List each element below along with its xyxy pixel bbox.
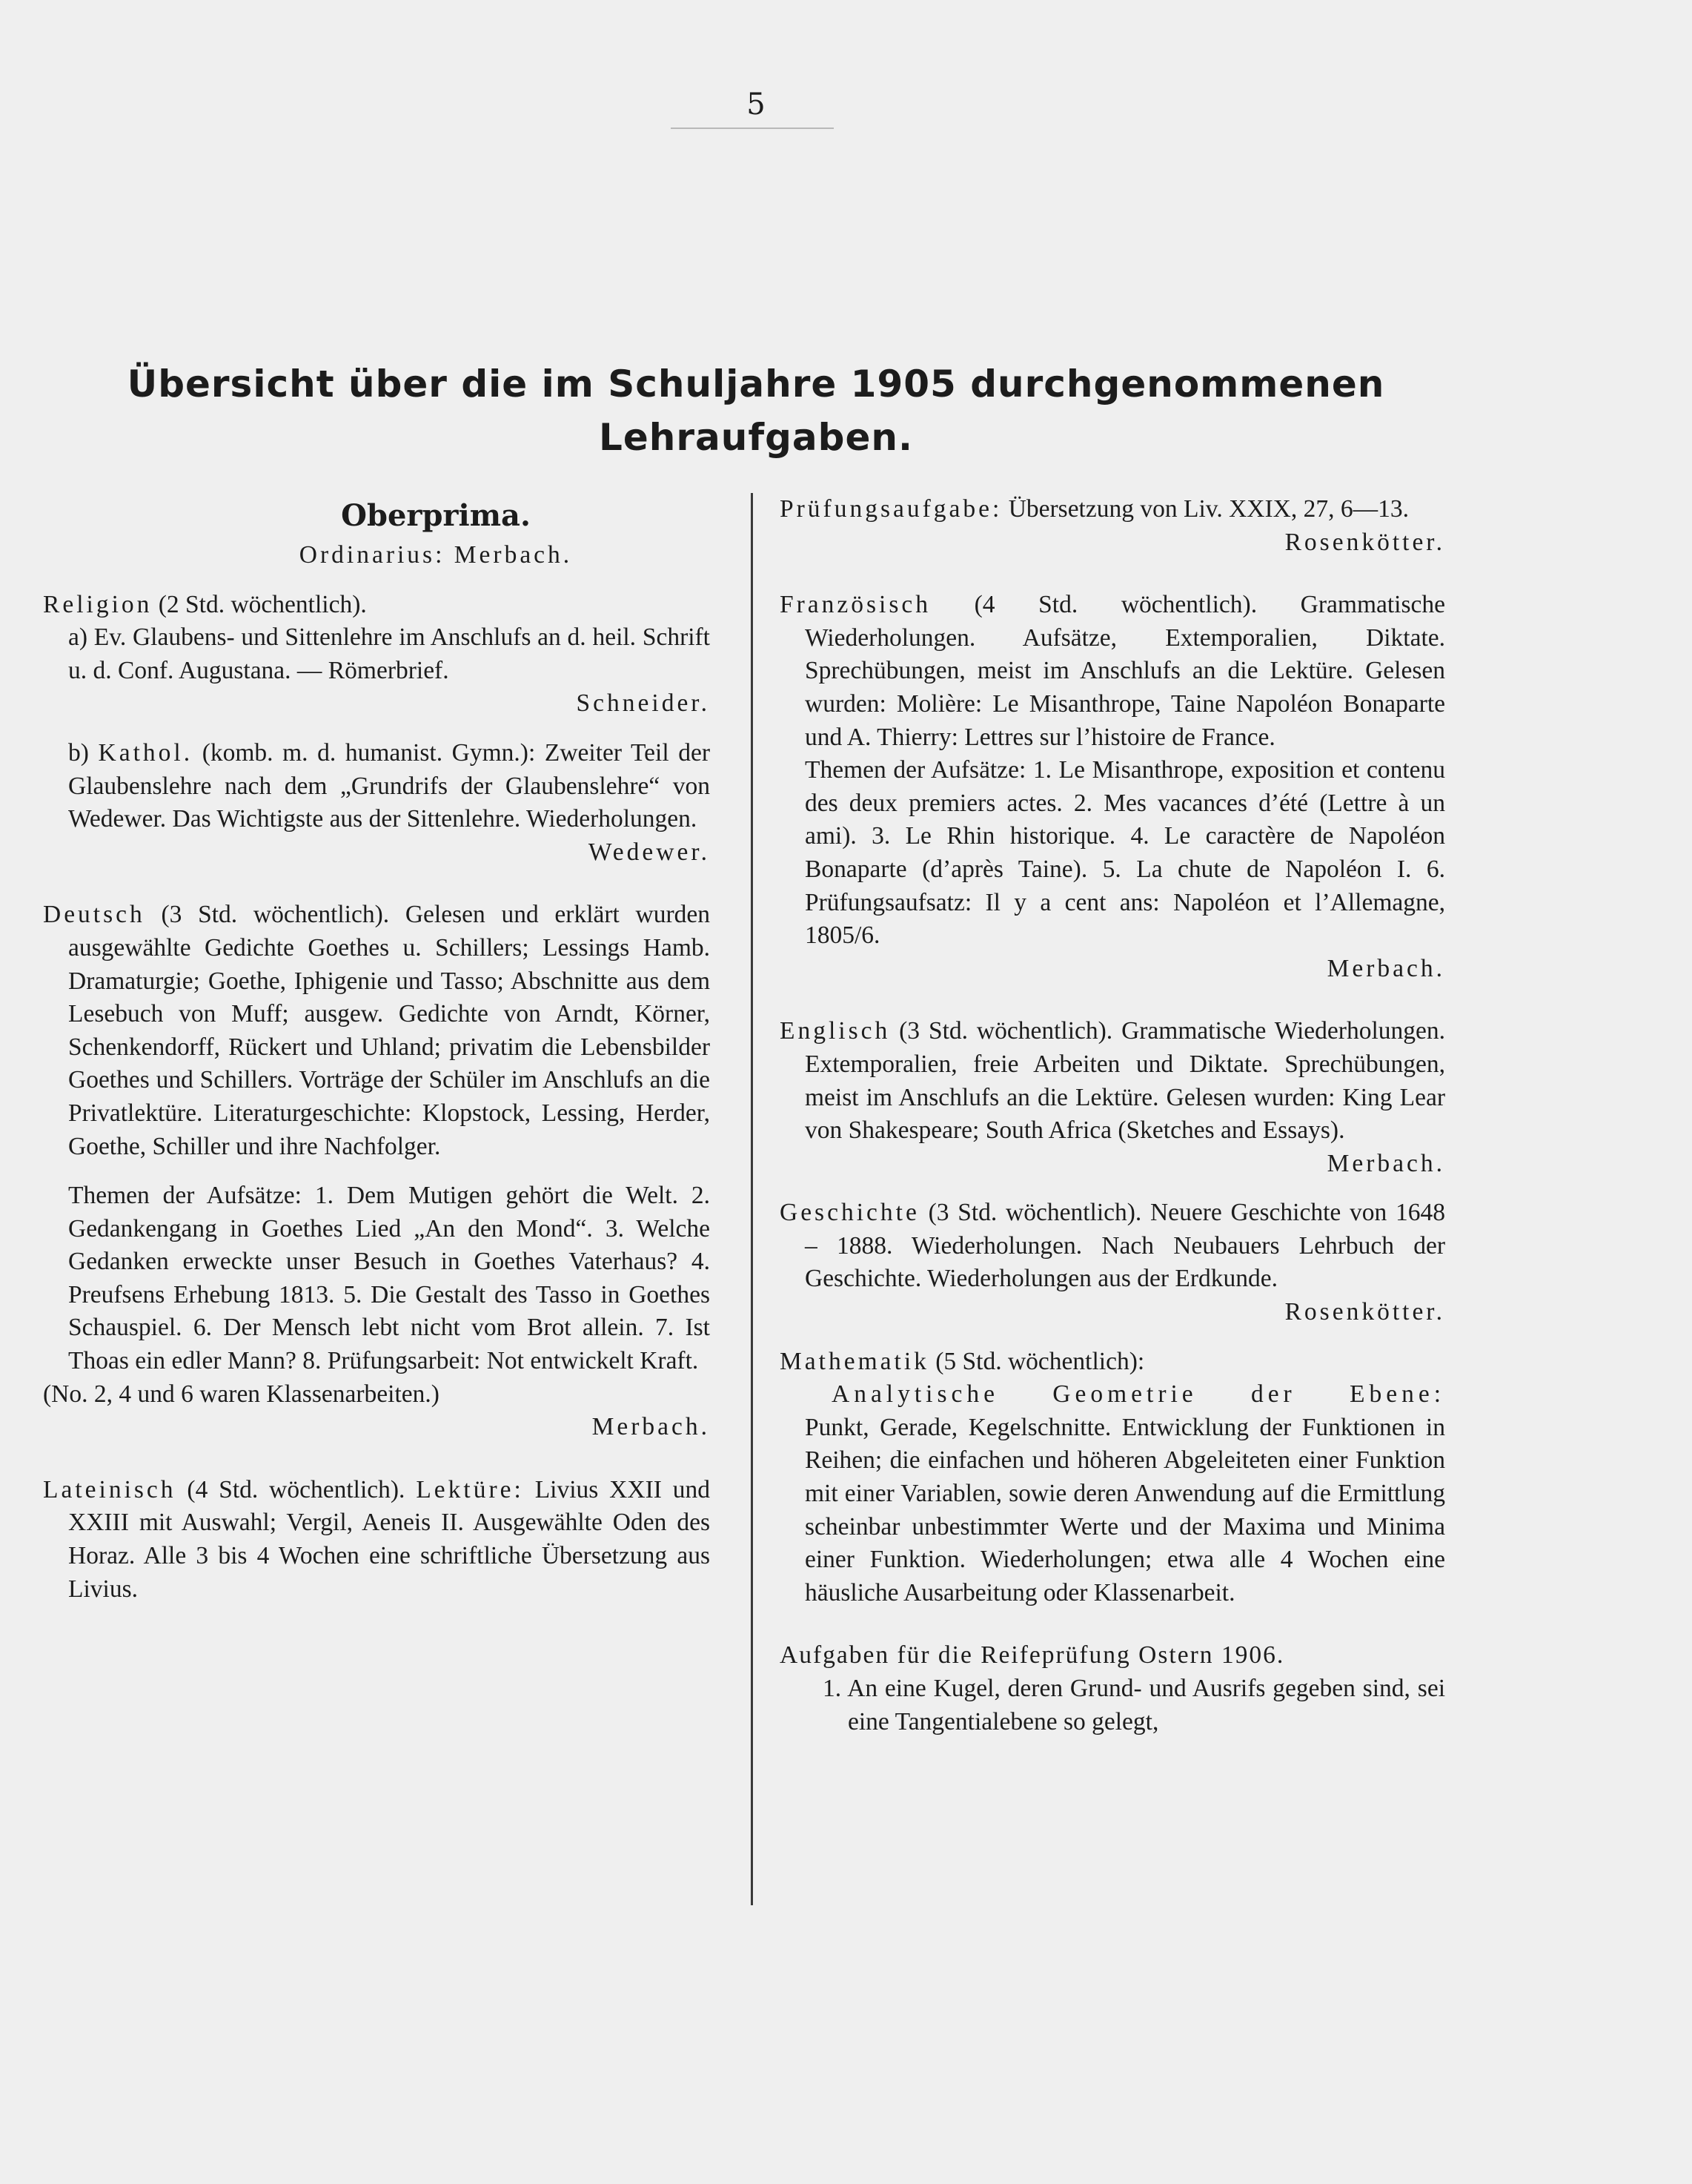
column-divider <box>751 493 753 1905</box>
religion-b-text: (komb. m. d. humanist. Gymn.): Zweiter Teil der Glaubenslehre nach dem „Grundrifs der Glaubenslehre“ von Wedewer. Das Wichtigste aus der Sittenlehre. Wiederholungen. <box>68 738 711 833</box>
deutsch-themen: 1. Dem Mutigen gehört die Welt. 2. Gedankengang in Goethes Lied „An den Mond“. 3. Welche Gedanken erweckte unser Besuch in Goethes Vaterhaus? 4. Preufsens Erhebung 1813. 5. Die Gestalt des Tasso in Goethes Schauspiel. 6. Der Mensch lebt nicht vom Brot allein. 7. Ist Thoas ein edler Mann? 8. Prüfungsarbeit: Not entwickelt Kraft. <box>68 1182 711 1375</box>
englisch-text: (3 Std. wöchentlich). Grammatische Wiederholungen. Extemporalien, freie Arbeiten und Diktate. Sprechübungen, meist im Anschlufs an die Lektüre. Gelesen wurden: King Lear von Shakespeare; South Africa (Sketches and Essays). <box>805 1017 1445 1145</box>
franzoesisch-themen-heading: Themen der Aufsätze: <box>805 756 1026 784</box>
section-aufgaben <box>780 1639 1445 1738</box>
deutsch-teacher: Merbach. <box>591 1413 710 1441</box>
section-latein <box>43 1474 710 1606</box>
section-deutsch <box>43 899 710 1444</box>
religion-b-teacher: Wedewer. <box>588 838 710 866</box>
religion-hours: (2 Std. wöchentlich). <box>158 590 367 618</box>
aufgaben-item1-number: 1. <box>823 1675 842 1702</box>
section-franzoesisch <box>780 589 1445 985</box>
englisch-heading: Englisch <box>780 1017 891 1045</box>
franzoesisch-themen: 1. Le Misanthrope, exposition et contenu des deux premiers actes. 2. Mes vacances d’été (Lettre à un ami). 3. Le Rhin historique. 4. Le caractère de Napoléon Bonaparte (d’après Taine). 5. La chute de Napoléon I. 6. Prüfungsaufsatz: Il y a cent ans: Napoléon et l’Allemagne, 1805/6. <box>805 756 1446 950</box>
left-column <box>43 493 710 1606</box>
religion-a-teacher: Schneider. <box>576 689 710 718</box>
deutsch-themen-heading: Themen der Aufsätze: <box>68 1182 302 1210</box>
franzoesisch-text: (4 Std. wöchentlich). Grammatische Wiederholungen. Aufsätze, Extemporalien, Diktate. Sprechübungen, meist im Anschlufs an die Lektüre. Gelesen wurden: Molière: Le Misanthrope, Taine Napoléon Bonaparte und A. Thierry: Lettres sur l’histoire de France. <box>805 591 1446 751</box>
mathematik-text: Punkt, Gerade, Kegelschnitte. Entwicklung der Funktionen in Reihen; die einfachen und höheren Abgeleiteten einer Funktion mit einer Variablen, sowie deren Anwendung auf die Ermittlung scheinbar unbestimmter Werte und der Maxima und Minima einer Funktion. Wiederholungen; etwa alle 4 Wochen eine häusliche Ausarbeitung oder Klassenarbeit. <box>805 1413 1445 1606</box>
pruefung-heading: Prüfungsaufgabe: <box>780 495 1003 523</box>
religion-b-label: b) <box>68 738 89 767</box>
mathematik-subheading: Analytische Geometrie der Ebene: <box>832 1380 1445 1409</box>
mathematik-heading: Mathematik <box>780 1347 929 1375</box>
geschichte-heading: Geschichte <box>780 1199 920 1227</box>
religion-a-text: a) Ev. Glaubens- und Sittenlehre im Anschlufs an d. heil. Schrift u. d. Conf. Augustana. — Römerbrief. <box>68 623 710 684</box>
section-religion <box>43 589 710 870</box>
class-title: Oberprima. <box>341 498 531 533</box>
englisch-teacher: Merbach. <box>1327 1149 1445 1177</box>
aufgaben-item1-text: An eine Kugel, deren Grund- und Ausrifs gegeben sind, sei eine Tangentialebene so gelegt, <box>847 1675 1445 1735</box>
latein-text: Livius XXII und XXIII mit Auswahl; Vergil, Aeneis II. Ausgewählte Oden des Horaz. Alle 3 bis 4 Wochen eine schriftliche Übersetzung aus Livius. <box>68 1475 711 1603</box>
deutsch-note: (No. 2, 4 und 6 waren Klassenarbeiten.) <box>43 1380 439 1408</box>
aufgaben-heading: Aufgaben für die Reifeprüfung Ostern 1906. <box>780 1641 1285 1670</box>
page-number: 5 <box>746 87 766 122</box>
right-column <box>780 493 1445 1738</box>
latein-lekture-label: Lektüre: <box>416 1475 524 1503</box>
section-englisch <box>780 1015 1445 1180</box>
pruefung-text: Übersetzung von Liv. XXIX, 27, 6—13. <box>1008 495 1409 523</box>
latein-hours: (4 Std. wöchentlich). <box>187 1475 405 1503</box>
latein-heading: Lateinisch <box>43 1475 176 1503</box>
page-number-rule <box>671 128 834 129</box>
page-title: Übersicht über die im Schuljahre 1905 durchgenommenen Lehraufgaben. <box>127 363 1385 459</box>
section-mathematik <box>780 1346 1445 1610</box>
geschichte-text: (3 Std. wöchentlich). Neuere Geschichte von 1648 – 1888. Wiederholungen. Nach Neubauers Lehrbuch der Geschichte. Wiederholungen aus der Erdkunde. <box>805 1199 1446 1293</box>
deutsch-heading: Deutsch <box>43 901 145 929</box>
deutsch-text: (3 Std. wöchentlich). Gelesen und erklärt wurden ausgewählte Gedichte Goethes u. Schillers; Lessings Hamb. Dramaturgie; Goethe, Iphigenie und Tasso; Abschnitte aus dem Lesebuch von Muff; ausgew. Gedichte von Arndt, Körner, Schenkendorff, Rückert und Uhland; privatim die Lebensbilder Goethes und Schillers. Vorträge der Schüler im Anschlufs an die Privatlektüre. Literaturgeschichte: Klopstock, Lessing, Herder, Goethe, Schiller und ihre Nachfolger. <box>68 901 711 1160</box>
section-geschichte <box>780 1197 1445 1328</box>
religion-heading: Religion <box>43 590 153 618</box>
religion-b-heading: Kathol. <box>98 738 193 767</box>
mathematik-hours: (5 Std. wöchentlich): <box>935 1347 1145 1375</box>
section-pruefung <box>780 493 1445 559</box>
franzoesisch-heading: Französisch <box>780 591 932 619</box>
geschichte-teacher: Rosenkötter. <box>1284 1298 1445 1326</box>
ordinarius: Ordinarius: Merbach. <box>299 541 573 569</box>
pruefung-teacher: Rosenkötter. <box>1284 528 1445 556</box>
franzoesisch-teacher: Merbach. <box>1327 954 1445 982</box>
